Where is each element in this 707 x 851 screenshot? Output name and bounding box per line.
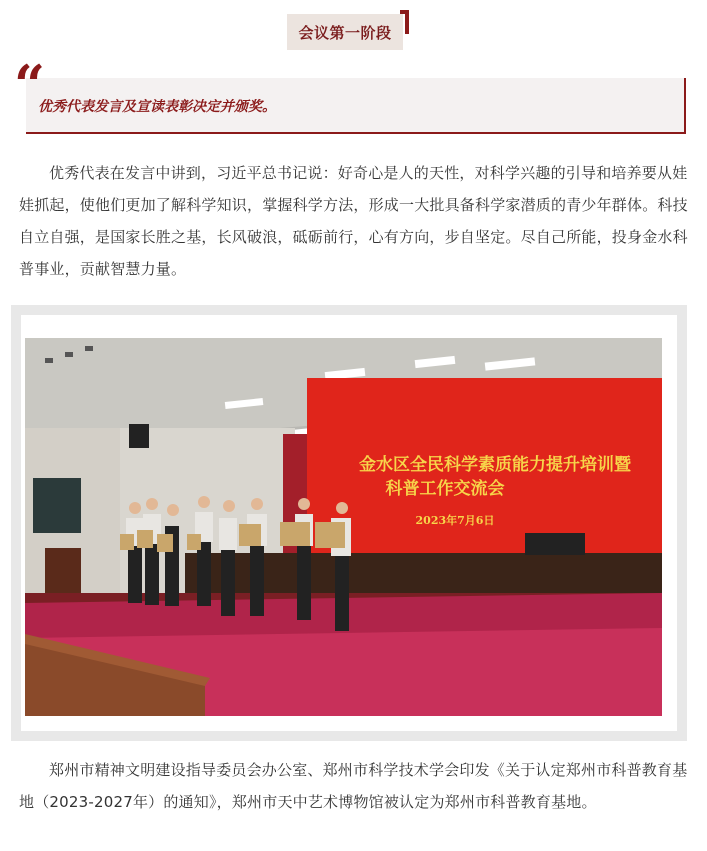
banner-line2: 科普工作交流会 <box>385 479 505 499</box>
banner-line1: 金水区全民科学素质能力提升培训暨 <box>359 455 631 475</box>
event-photo <box>25 338 662 716</box>
quote-mark-icon: “ <box>14 53 46 117</box>
section-header <box>287 10 409 50</box>
body-paragraph-1: 优秀代表在发言中讲到，习近平总书记说：好奇心是人的天性，对科学兴趣的引导和培养要从娃娃抓起，使他们更加了解科学知识，掌握科学方法，形成一大批具备科学家潜质的青少年群体。科技自立自强，是国家长胜之基，长风破浪，砥砺前行，心有方向，步自坚定。尽自己所能，投身金水科普事业，贡献智慧力量。 <box>19 164 688 278</box>
body-paragraph-2: 郑州市精神文明建设指导委员会办公室、郑州市科学技术学会印发《关于认定郑州市科普教育基地（2023-2027年）的通知》，郑州市天中艺术博物馆被认定为郑州市科普教育基地。 <box>19 761 688 811</box>
section-badge: 会议第一阶段 <box>287 14 403 50</box>
quote-box <box>26 78 686 134</box>
quote-block <box>14 53 686 134</box>
banner-date: 2023年7月6日 <box>415 514 495 527</box>
badge-corner-decoration <box>400 10 409 34</box>
quote-text: 优秀代表发言及宣读表彰决定并颁奖。 <box>38 99 276 115</box>
